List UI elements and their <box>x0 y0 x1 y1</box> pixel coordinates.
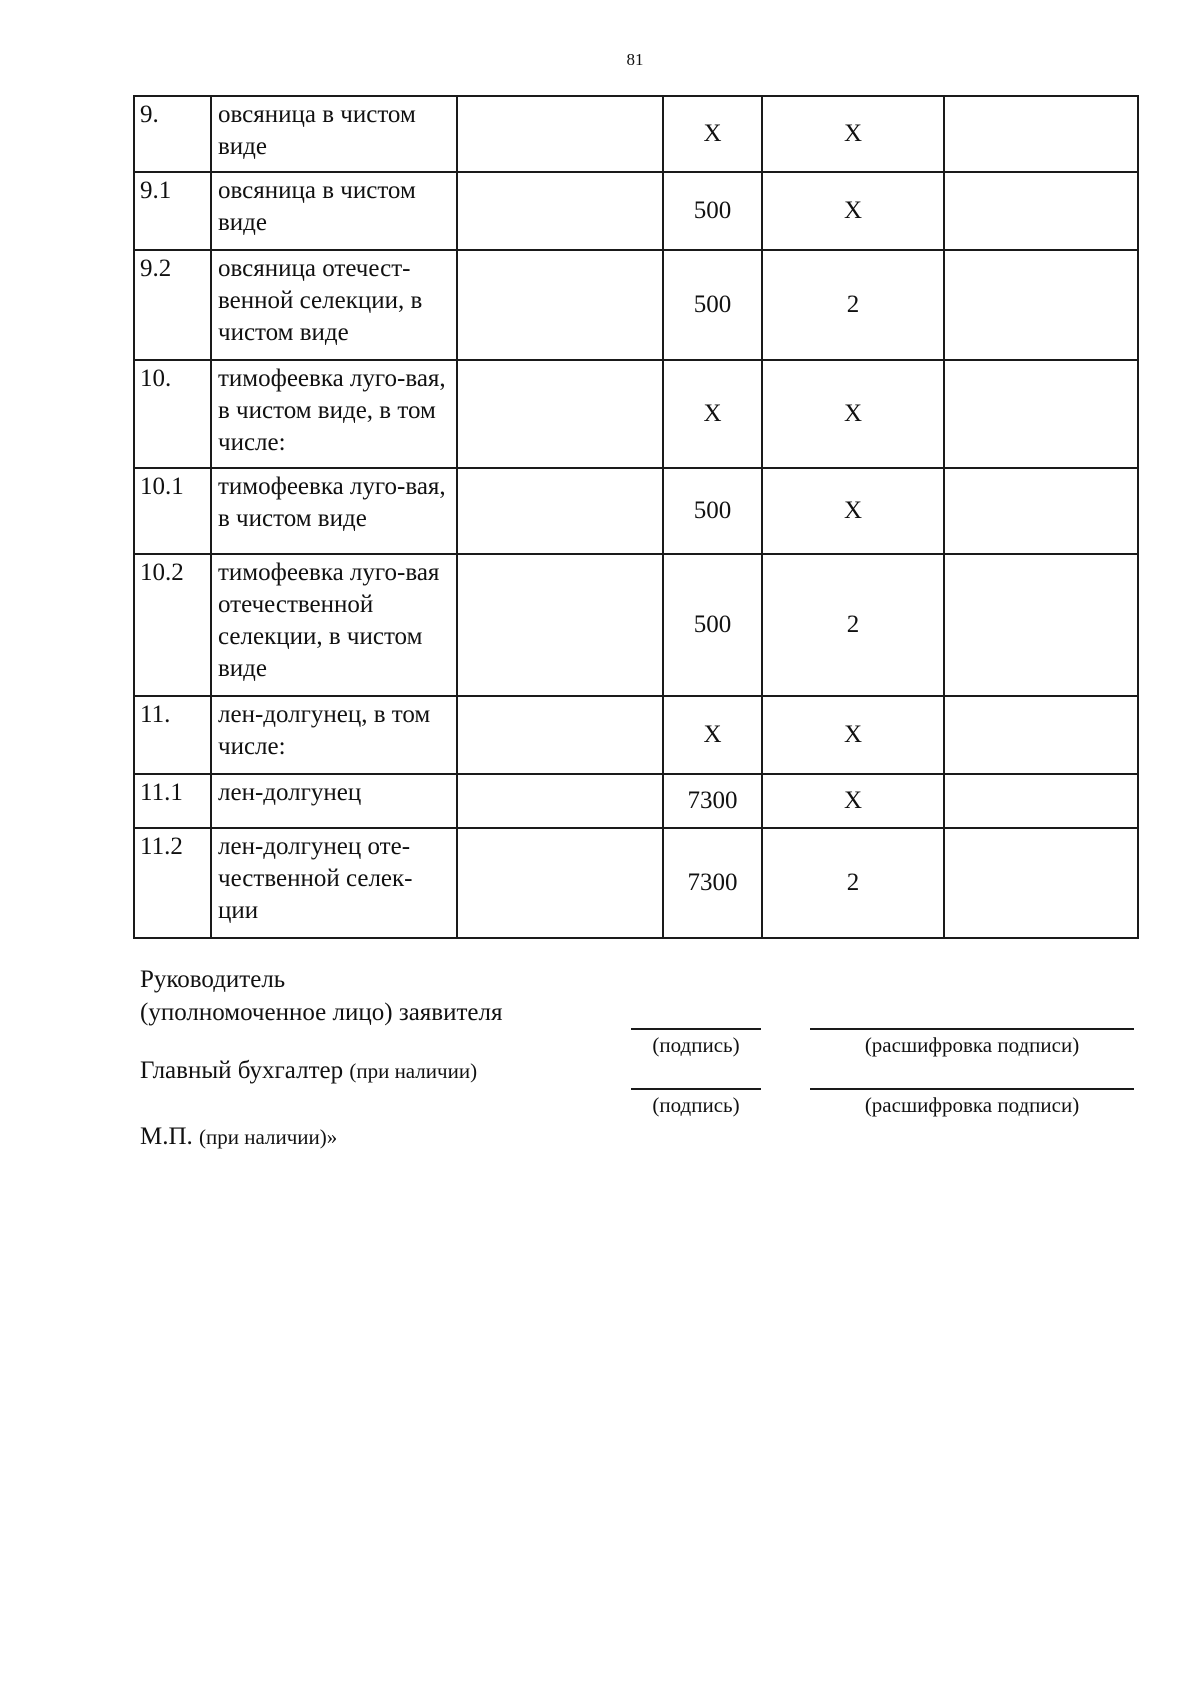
empty-cell <box>457 696 663 774</box>
stamp-note: (при наличии)» <box>199 1125 338 1149</box>
seed-table <box>133 95 1139 939</box>
value-cell: 500 <box>663 468 762 554</box>
crop-name-cell: овсяница в чистом виде <box>211 172 457 250</box>
row-number-cell: 10. <box>134 360 211 468</box>
crop-name-cell: лен-долгунец, в том числе: <box>211 696 457 774</box>
head-signature-caption: (подпись) <box>652 1033 740 1057</box>
value-cell: 500 <box>663 172 762 250</box>
empty-cell <box>457 468 663 554</box>
accountant-signature-line <box>631 1088 761 1090</box>
crop-name-cell: овсяница в чистом виде <box>211 96 457 172</box>
value-cell: X <box>762 774 944 828</box>
row-number-cell: 10.1 <box>134 468 211 554</box>
empty-cell <box>944 696 1138 774</box>
empty-cell <box>944 468 1138 554</box>
accountant-signature-caption: (подпись) <box>652 1093 740 1117</box>
row-number-cell: 10.2 <box>134 554 211 696</box>
crop-name-cell: тимофеевка луго-вая, в чистом виде <box>211 468 457 554</box>
crop-name-cell: лен-долгунец оте-чественной селек-ции <box>211 828 457 938</box>
head-decoding-line <box>810 1028 1134 1030</box>
crop-name-cell: овсяница отечест-венной селекции, в чистом виде <box>211 250 457 360</box>
empty-cell <box>457 360 663 468</box>
page-number: 81 <box>626 50 644 69</box>
table-row <box>134 828 1138 938</box>
row-number-cell: 9. <box>134 96 211 172</box>
head-signature-line <box>631 1028 761 1030</box>
value-cell: X <box>762 468 944 554</box>
empty-cell <box>944 774 1138 828</box>
empty-cell <box>944 172 1138 250</box>
stamp-text: М.П. <box>140 1123 193 1150</box>
empty-cell <box>457 96 663 172</box>
table-row <box>134 774 1138 828</box>
accountant-decoding-line <box>810 1088 1134 1090</box>
table-row <box>134 250 1138 360</box>
accountant-decoding-caption: (расшифровка подписи) <box>864 1093 1080 1117</box>
empty-cell <box>457 828 663 938</box>
empty-cell <box>457 250 663 360</box>
crop-name-cell: тимофеевка луго-вая отечественной селекции, в чистом виде <box>211 554 457 696</box>
empty-cell <box>944 96 1138 172</box>
value-cell: 2 <box>762 250 944 360</box>
value-cell: 7300 <box>663 828 762 938</box>
table-row <box>134 360 1138 468</box>
accountant-note: (при наличии) <box>349 1059 478 1083</box>
crop-name-cell: лен-долгунец <box>211 774 457 828</box>
row-number-cell: 9.1 <box>134 172 211 250</box>
table-row <box>134 554 1138 696</box>
value-cell: X <box>663 696 762 774</box>
head-label-line2: (уполномоченное лицо) заявителя <box>140 999 503 1026</box>
value-cell: 500 <box>663 554 762 696</box>
empty-cell <box>944 250 1138 360</box>
empty-cell <box>457 172 663 250</box>
value-cell: 7300 <box>663 774 762 828</box>
empty-cell <box>457 774 663 828</box>
row-number-cell: 11.1 <box>134 774 211 828</box>
value-cell: 2 <box>762 828 944 938</box>
value-cell: X <box>663 360 762 468</box>
head-label-line1: Руководитель <box>140 966 286 993</box>
empty-cell <box>944 554 1138 696</box>
table-row <box>134 172 1138 250</box>
crop-name-cell: тимофеевка луго-вая, в чистом виде, в том числе: <box>211 360 457 468</box>
value-cell: 500 <box>663 250 762 360</box>
table-row <box>134 96 1138 172</box>
table-row <box>134 696 1138 774</box>
row-number-cell: 9.2 <box>134 250 211 360</box>
row-number-cell: 11. <box>134 696 211 774</box>
empty-cell <box>457 554 663 696</box>
value-cell: X <box>762 360 944 468</box>
value-cell: X <box>762 96 944 172</box>
row-number-cell: 11.2 <box>134 828 211 938</box>
value-cell: X <box>663 96 762 172</box>
table-row <box>134 468 1138 554</box>
stamp-label <box>140 1123 337 1151</box>
empty-cell <box>944 360 1138 468</box>
value-cell: 2 <box>762 554 944 696</box>
empty-cell <box>944 828 1138 938</box>
accountant-label: Главный бухгалтер <box>140 1057 344 1084</box>
value-cell: X <box>762 696 944 774</box>
head-decoding-caption: (расшифровка подписи) <box>864 1033 1080 1057</box>
footer-block <box>140 963 502 1088</box>
value-cell: X <box>762 172 944 250</box>
accountant-row <box>140 1054 502 1088</box>
